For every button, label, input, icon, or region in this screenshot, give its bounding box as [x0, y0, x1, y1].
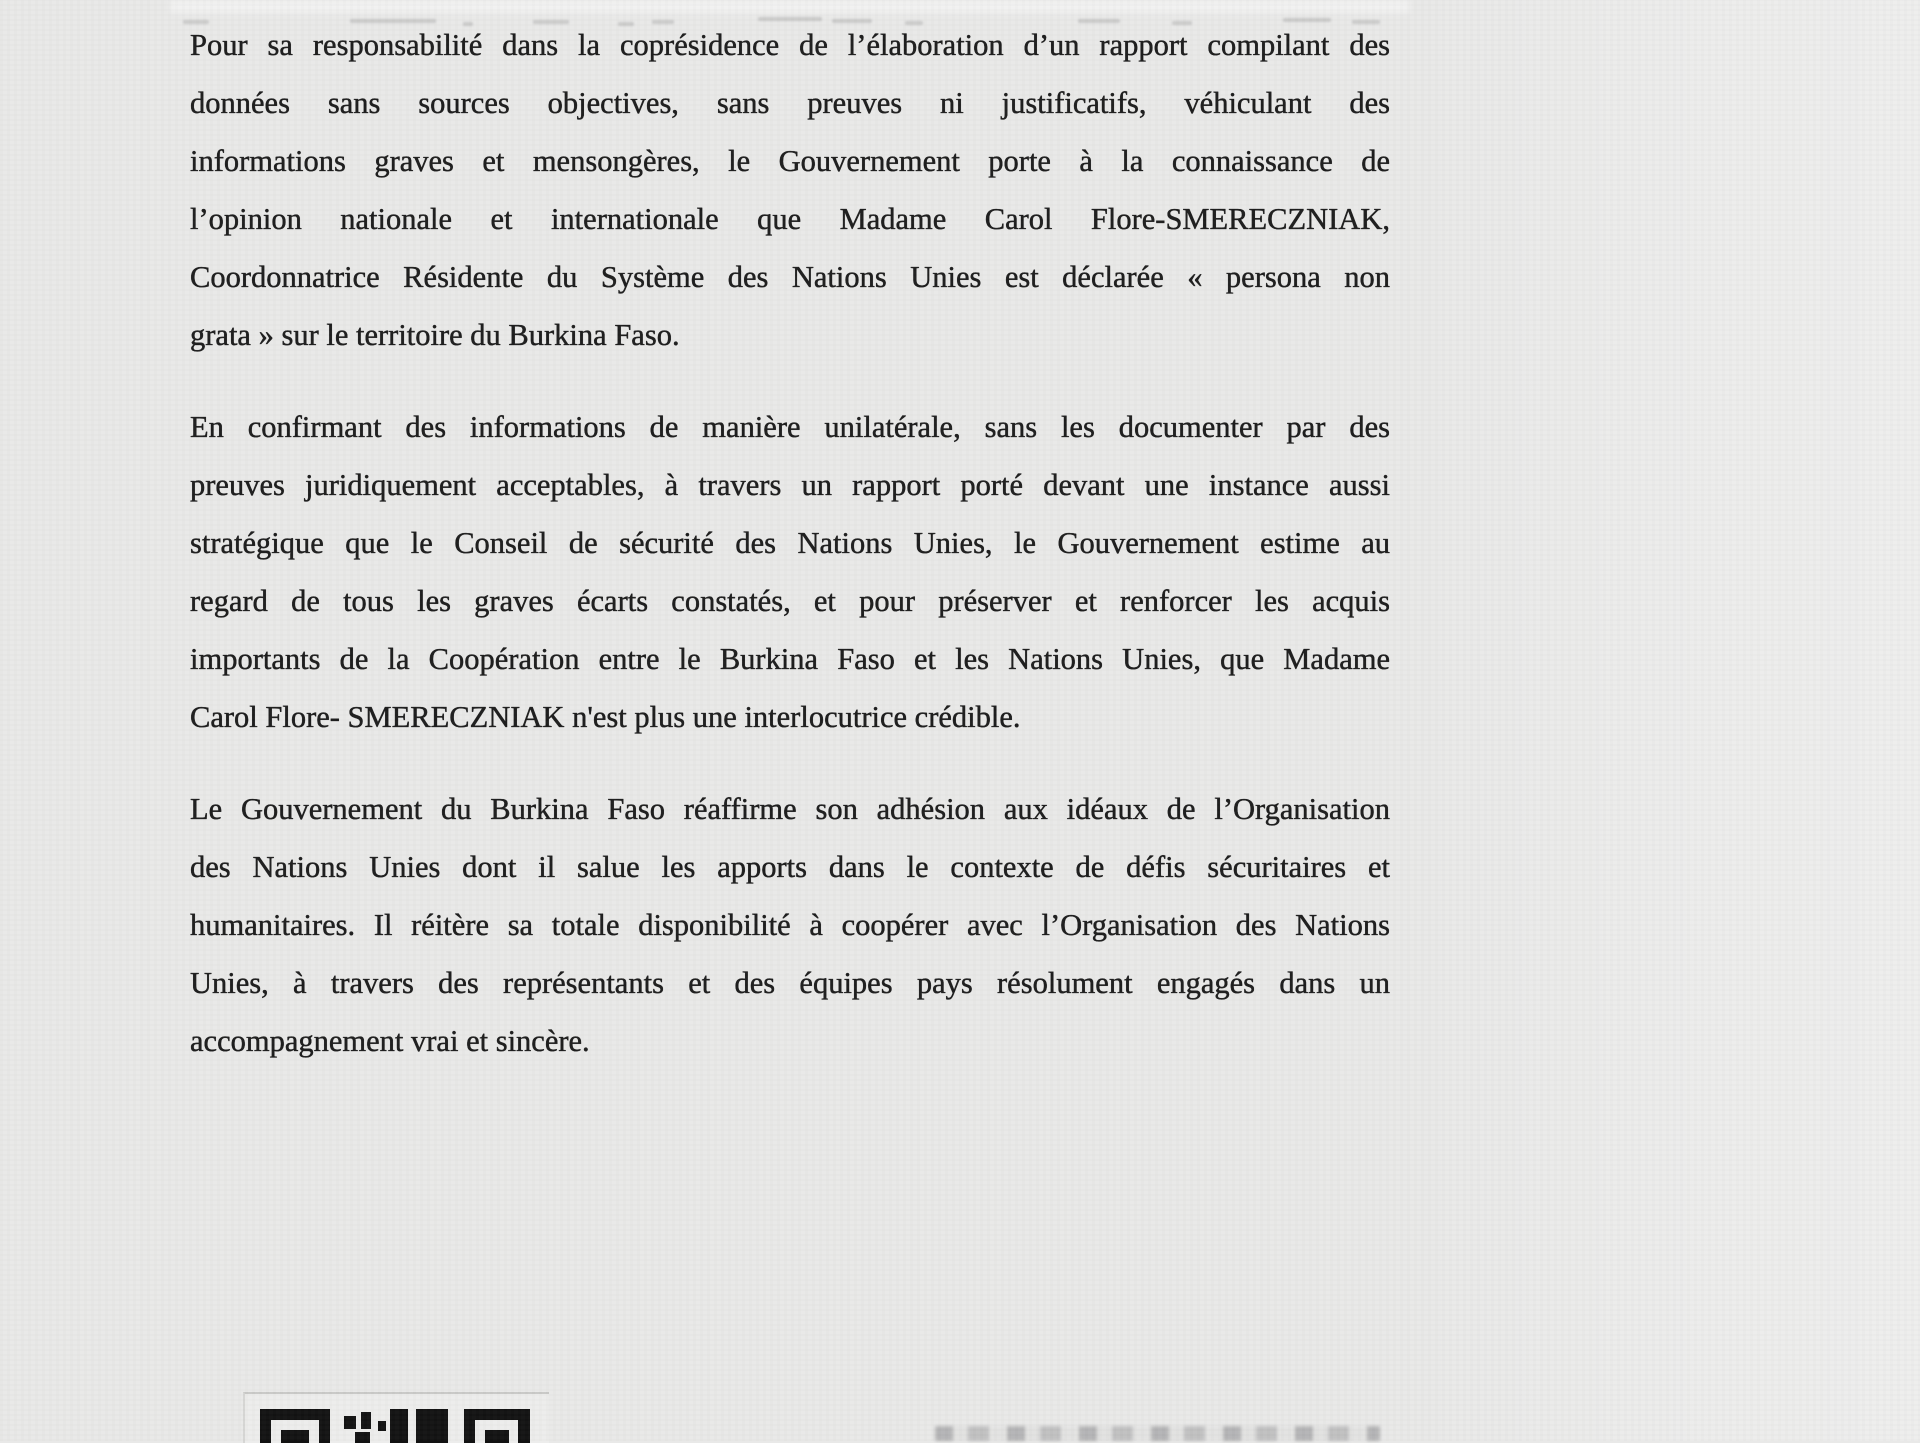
text-line: Unies, à travers des représentants et des équipes pays résolument engagés dans un: [190, 966, 1390, 1000]
text-line: preuves juridiquement acceptables, à travers un rapport porté devant une instance aussi: [190, 468, 1390, 502]
scan-light-edge: [1400, 0, 1920, 1441]
text-line: informations graves et mensongères, le Gouvernement porte à la connaissance de: [190, 144, 1390, 178]
text-line: stratégique que le Conseil de sécurité des Nations Unies, le Gouvernement estime au: [190, 526, 1390, 560]
text-line: Le Gouvernement du Burkina Faso réaffirme son adhésion aux idéaux de l’Organisation: [190, 792, 1390, 826]
text-line: importants de la Coopération entre le Burkina Faso et les Nations Unies, que Madame: [190, 642, 1390, 676]
paragraph: [190, 398, 1390, 746]
text-line: l’opinion nationale et internationale que Madame Carol Flore-SMERECZNIAK,: [190, 202, 1390, 236]
qr-code-icon: [260, 1409, 532, 1443]
text-line: accompagnement vrai et sincère.: [190, 1024, 590, 1058]
text-line: regard de tous les graves écarts constatés, et pour préserver et renforcer les acquis: [190, 584, 1390, 618]
stamp-text-fragment: [935, 1426, 1380, 1441]
text-line: Carol Flore- SMERECZNIAK n'est plus une interlocutrice crédible.: [190, 700, 1021, 734]
text-line: humanitaires. Il réitère sa totale disponibilité à coopérer avec l’Organisation des Nations: [190, 908, 1390, 942]
text-line: grata » sur le territoire du Burkina Faso.: [190, 318, 680, 352]
text-line: données sans sources objectives, sans preuves ni justificatifs, véhiculant des: [190, 86, 1390, 120]
paragraph: [190, 16, 1390, 364]
qr-frame: [243, 1392, 549, 1443]
text-line: En confirmant des informations de manière unilatérale, sans les documenter par des: [190, 410, 1390, 444]
paragraph: [190, 780, 1390, 1070]
scan-light-top: [170, 0, 1410, 13]
document-body: [190, 16, 1390, 1104]
text-line: Pour sa responsabilité dans la coprésidence de l’élaboration d’un rapport compilant des: [190, 28, 1390, 62]
text-line: Coordonnatrice Résidente du Système des Nations Unies est déclarée « persona non: [190, 260, 1390, 294]
text-line: des Nations Unies dont il salue les apports dans le contexte de défis sécuritaires et: [190, 850, 1390, 884]
